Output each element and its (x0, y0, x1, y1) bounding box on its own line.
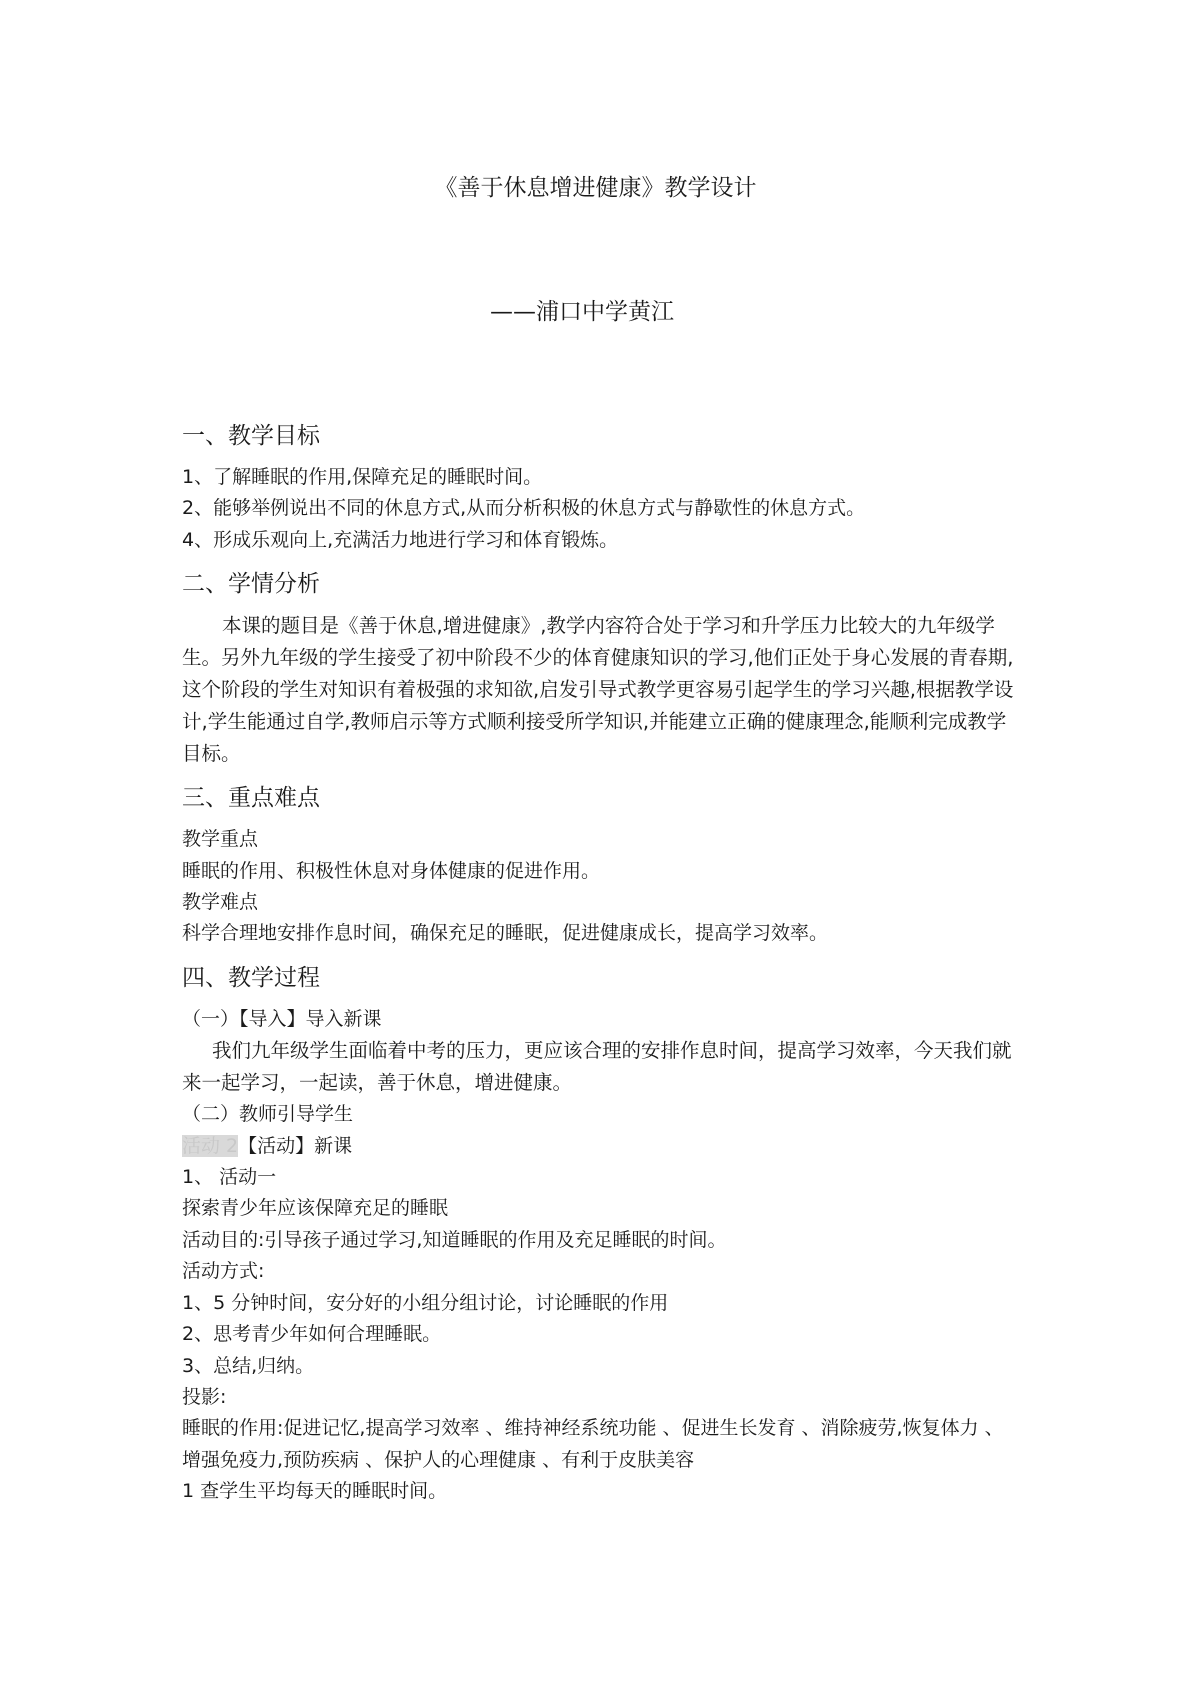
section-heading-analysis: 二、学情分析 (182, 571, 320, 598)
activity-label: 【活动】新课 (238, 1134, 353, 1157)
method-item: 2、思考青少年如何合理睡眠。 (182, 1323, 442, 1346)
objective-item: 1、了解睡眠的作用,保障充足的睡眠时间。 (182, 466, 543, 488)
difficulty-label: 教学难点 (182, 891, 259, 914)
section-heading-objectives: 一、教学目标 (182, 423, 320, 449)
objective-item: 4、形成乐观向上,充满活力地进行学习和体育锻炼。 (182, 528, 619, 551)
method-item: 3、总结,归纳。 (182, 1354, 315, 1377)
document-author: ——浦口中学黄江 (490, 299, 674, 325)
activity-highlight: 活动 2 (182, 1134, 239, 1157)
projection-label: 投影: (182, 1385, 227, 1408)
section-heading-key-points: 三、重点难点 (182, 785, 320, 812)
document-title: 《善于休息增进健康》教学设计 (434, 175, 757, 201)
activity-goal: 活动目的:引导孩子通过学习,知道睡眠的作用及充足睡眠的时间。 (182, 1228, 727, 1251)
focus-label: 教学重点 (182, 828, 259, 851)
section-heading-process: 四、教学过程 (182, 964, 320, 991)
part1-label: （一）【导入】导入新课 (182, 1007, 382, 1030)
activity-topic: 探索青少年应该保障充足的睡眠 (182, 1197, 449, 1220)
document-body (182, 420, 1018, 1508)
activity-one: 1、 活动一 (182, 1166, 277, 1189)
method-item: 1、5 分钟时间，安分好的小组分组讨论，讨论睡眠的作用 (182, 1291, 669, 1314)
focus-text: 睡眠的作用、积极性休息对身体健康的促进作用。 (182, 859, 601, 882)
objective-item: 2、能够举例说出不同的休息方式,从而分析积极的休息方式与静歇性的休息方式。 (182, 497, 866, 520)
projection-text: 睡眠的作用:促进记忆,提高学习效率 、维持神经系统功能 、促进生长发育 、消除疲劳,恢复体力 、增强免疫力,预防疾病 、保护人的心理健康 、有利于皮肤美容 (182, 1417, 1004, 1471)
part2-label: （二）教师引导学生 (182, 1103, 354, 1126)
difficulty-text: 科学合理地安排作息时间，确保充足的睡眠，促进健康成长，提高学习效率。 (182, 922, 829, 945)
activity-method-label: 活动方式: (182, 1260, 265, 1283)
survey-item: 1 查学生平均每天的睡眠时间。 (182, 1480, 448, 1503)
analysis-paragraph: 本课的题目是《善于休息,增进健康》,教学内容符合处于学习和升学压力比较大的九年级学生。另外九年级的学生接受了初中阶段不少的体育健康知识的学习,他们正处于身心发展的青春期,这个阶段的学生对知识有着极强的求知欲,启发引导式教学更容易引起学生的学习兴趣,根据教学设计,学生能通过自学,教师启示等方式顺利接受所学知识,并能建立正确的健康理念,能顺利完成教学目标。 (182, 614, 1014, 766)
activity-heading (182, 1131, 1018, 1162)
part1-text: 我们九年级学生面临着中考的压力，更应该合理的安排作息时间，提高学习效率，今天我们就来一起学习，一起读，善于休息，增进健康。 (182, 1039, 1012, 1095)
